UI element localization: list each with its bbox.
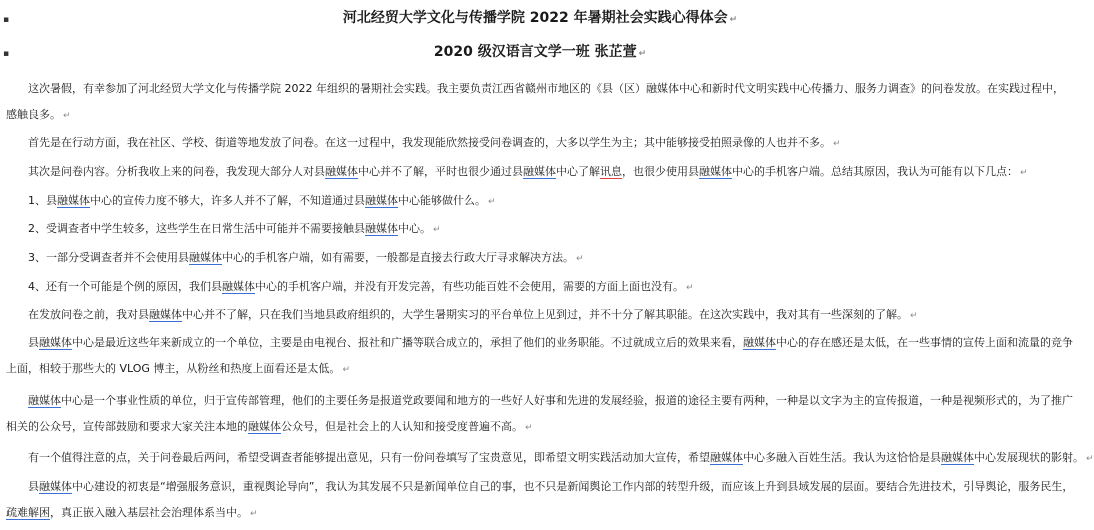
paragraph-bullet-mark: ▪ [3,49,10,59]
body-paragraph [6,159,1074,186]
text-run: 县 [28,336,39,349]
text-run: 中心的手机客户端，并没有开发完善，有些功能百姓不会使用，需要的方面上面也没有。 [255,280,684,293]
text-run: 有一个值得注意的点，关于问卷最后两问，希望受调查者能够提出意见，只有一份问卷填写了宝贵意见，即希望文明实践活动加大宣传，希望 [28,451,710,464]
paragraph-mark-icon: ↵ [833,139,841,149]
underlined-term: 融媒体 [222,280,255,293]
paragraph-mark-icon: ↵ [1020,168,1028,178]
text-run: 首先是在行动方面，我在社区、学校、街道等地发放了问卷。在这一过程中，我发现能欣然接受问卷调查的，大多以学生为主；其中能够接受拍照录像的人也并不多。 [28,136,831,149]
text-run: 中心的宣传力度不够大，许多人并不了解，不知道通过县 [90,194,365,207]
underlined-term: 融媒体 [523,165,556,178]
body-paragraph [6,76,1074,129]
text-run: 中心并不了解，平时也很少通过县 [358,165,523,178]
paragraph-mark-icon: ↵ [63,111,71,121]
document-subtitle: 2020 级汉语言文学一班 张芷萱 ↵ [433,44,647,60]
underlined-term: 融媒体 [365,222,398,235]
paragraph-mark-icon: ↵ [488,197,496,207]
body-paragraph [6,130,1074,157]
body-paragraph [6,245,1074,272]
body-paragraph [6,330,1074,383]
paragraph-mark-icon: ↵ [433,225,441,235]
body-paragraph [6,474,1074,527]
body-paragraph [6,216,1074,243]
paragraph-bullet-mark: ▪ [3,15,10,25]
text-run: 2、受调查者中学生较多，这些学生在日常生活中可能并不需要接触县 [28,222,365,235]
text-run: ，真正嵌入融入基层社会治理体系当中。 [50,506,248,519]
text-run: 1、县 [28,194,57,207]
text-run: 中心是最近这些年来新成立的一个单位，主要是由电视台、报社和广播等联合成立的，承担了他们的业务职能。不过就成立后的效果来看， [72,336,743,349]
paragraph-mark-icon: ↵ [250,509,258,519]
text-run: 县 [28,480,39,493]
paragraph-mark-icon: ↵ [576,254,584,264]
underlined-term: 融媒体 [28,394,61,407]
paragraph-mark-icon: ↵ [342,365,350,375]
underlined-term: 融媒体 [325,165,358,178]
underlined-term: 融媒体 [699,165,732,178]
underlined-term: 融媒体 [39,336,72,349]
text-run: 3、一部分受调查者并不会使用县 [28,251,189,264]
body-paragraph [6,274,1074,301]
text-run: 在发放问卷之前，我对县 [28,308,149,321]
underlined-term: 融媒体 [941,451,974,464]
underlined-term: 融媒体 [710,451,743,464]
text-run: 中心了解 [556,165,600,178]
underlined-term: 融媒体 [248,420,281,433]
body-paragraph [6,302,1074,329]
paragraph-mark-icon: ↵ [686,283,694,293]
text-run: 这次暑假，有幸参加了河北经贸大学文化与传播学院 2022 年组织的暑期社会实践。我主要负责江西省赣州市地区的《县（区）融媒体中心和新时代文明实践中心传播力、服务力调查》的问卷发放。在实践过程中，感触良多。 [6,82,1064,121]
text-run: 中心是一个事业性质的单位，归于宣传部管理，他们的主要任务是报道党政要闻和地方的一些好人好事和先进的发展经验，报道的途径主要有两种，一种是以文字为主的宣传报道，一种是视频形式的，为了推广相关的公众号，宣传部鼓励和要求大家关注本地的 [6,394,1073,433]
underlined-term: 融媒体 [189,251,222,264]
body-paragraph [6,188,1074,215]
text-run: 中心建设的初衷是“增强服务意识，重视舆论导向”，我认为其发展不只是新闻单位自己的事，也不只是新闻舆论工作内部的转型升级，而应该上升到县域发展的层面。要结合先进技术，引导舆论，服务民生， [72,480,1074,493]
document-title: 河北经贸大学文化与传播学院 2022 年暑期社会实践心得体会 ↵ [342,10,738,26]
paragraph-mark-icon: ↵ [910,311,918,321]
underlined-term: 融媒体 [743,336,776,349]
text-run: 中心的手机客户端。总结其原因，我认为可能有以下几点： [732,165,1018,178]
underlined-term: 疏难解困 [6,506,50,519]
underlined-term: 融媒体 [57,194,90,207]
text-run: 中心的手机客户端，如有需要，一般都是直接去行政大厅寻求解决方法。 [222,251,574,264]
text-run: ，也很少使用县 [622,165,699,178]
text-run: 中心能够做什么。 [398,194,486,207]
underlined-term: 讯息 [600,165,622,178]
text-run: 公众号，但是社会上的人认知和接受度普遍不高。 [281,420,523,433]
text-run: 中心并不了解，只在我们当地县政府组织的，大学生暑期实习的平台单位上见到过，并不十分了解其职能。在这次实践中，我对其有一些深刻的了解。 [182,308,908,321]
underlined-term: 融媒体 [39,480,72,493]
text-run: 其次是问卷内容。分析我收上来的问卷，我发现大部分人对县 [28,165,325,178]
paragraph-mark-icon: ↵ [729,15,738,25]
paragraph-mark-icon: ↵ [638,49,647,59]
paragraph-mark-icon: ↵ [525,423,533,433]
text-run: 中心多融入百姓生活。我认为这恰恰是县 [743,451,941,464]
text-run: 中心的存在感还是太低，在一些事情的宣传上面和流量的竞争上面，相较于那些大的 VLOG 博主，从粉丝和热度上面看还是太低。 [6,336,1073,375]
body-paragraph [6,445,1094,472]
underlined-term: 融媒体 [149,308,182,321]
text-run: 中心发展现状的影射。 [974,451,1084,464]
underlined-term: 融媒体 [365,194,398,207]
text-run: 中心。 [398,222,431,235]
text-run: 4、还有一个可能是个例的原因，我们县 [28,280,222,293]
body-paragraph [6,388,1074,441]
paragraph-mark-icon: ↵ [1086,454,1094,464]
